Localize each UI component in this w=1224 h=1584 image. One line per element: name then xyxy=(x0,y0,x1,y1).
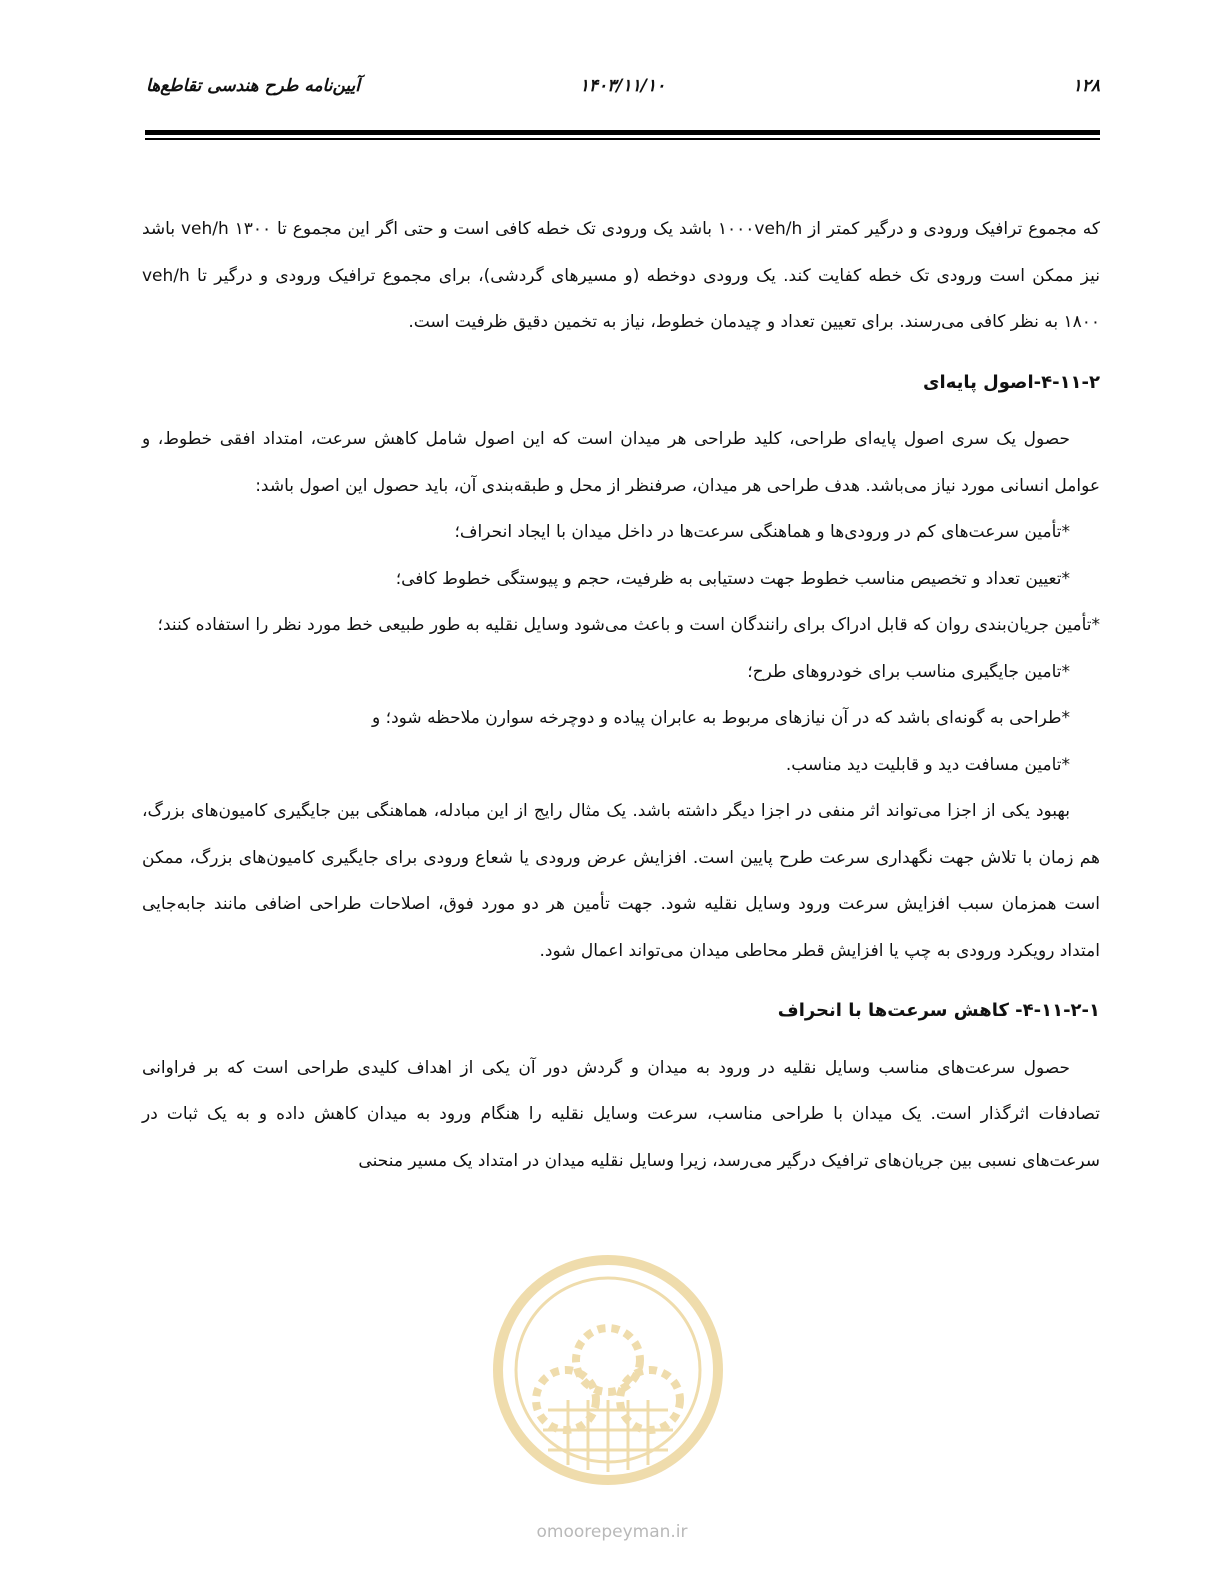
header-rule-thick xyxy=(145,130,1100,135)
section-heading-4-11-2-1: ۴-۱۱-۲-۱- کاهش سرعت‌ها با انحراف xyxy=(777,1000,1100,1021)
paragraph-1: که مجموع ترافیک ورودی و درگیر کمتر از ۱۰۰۰veh/h باشد یک ورودی تک خطه کافی است و حتی اگر این مجموع تا veh/h ۱۳۰۰ باشد نیز ممکن است ورودی تک خطه کفایت کند. یک ورودی دوخطه (و مسیرهای گردشی)، برای مجموع ترافیک ورودی و درگیر تا veh/h ۱۸۰۰ به نظر کافی می‌رسند. برای تعیین تعداد و چیدمان خطوط، نیاز به تخمین دقیق ظرفیت است. xyxy=(142,219,1100,332)
page-number: ۱۲۸ xyxy=(1072,76,1100,96)
header-title: آیین‌نامه طرح هندسی تقاطع‌ها xyxy=(146,76,360,96)
paragraph-4: حصول سرعت‌های مناسب وسایل نقلیه در ورود به میدان و گردش دور آن یکی از اهداف کلیدی طراحی است که بر فراوانی تصادفات اثرگذار است. یک میدان با طراحی مناسب، سرعت وسایل نقلیه را هنگام ورود به میدان کاهش داده و به یک ثبات در سرعت‌های نسبی بین جریان‌های ترافیک درگیر می‌رسد، زیرا وسایل نقلیه میدان در امتداد یک مسیر منحنی xyxy=(142,1057,1100,1171)
bullet-item: *تامین مسافت دید و قابلیت دید مناسب. xyxy=(785,754,1070,775)
bullet-item: *تأمین جریان‌بندی روان که قابل ادراک برای رانندگان است و باعث می‌شود وسایل نقلیه به طور طبیعی خط مورد نظر را استفاده کنند؛ xyxy=(157,615,1100,635)
bullet-item: *طراحی به گونه‌ای باشد که در آن نیازهای مربوط به عابران پیاده و دوچرخه سوارن ملاحظه شود؛ و xyxy=(372,708,1070,728)
header-date: ۱۴۰۳/۱۱/۱۰ xyxy=(579,76,666,96)
bullet-item: *تأمین سرعت‌های کم در ورودی‌ها و هماهنگی سرعت‌ها در داخل میدان با ایجاد انحراف؛ xyxy=(454,522,1070,542)
paragraph-2: حصول یک سری اصول پایه‌ای طراحی، کلید طراحی هر میدان است که این اصول شامل کاهش سرعت، امتداد افقی خطوط، و عوامل انسانی مورد نیاز می‌باشد. هدف طراحی هر میدان، صرفنظر از محل و طبقه‌بندی آن، باید حصول این اصول باشد: xyxy=(142,429,1100,496)
bullet-item: *تعیین تعداد و تخصیص مناسب خطوط جهت دستیابی به ظرفیت، حجم و پیوستگی خطوط کافی؛ xyxy=(395,568,1070,589)
bullet-item: *تامین جایگیری مناسب برای خودروهای طرح؛ xyxy=(747,661,1070,682)
page-header xyxy=(145,70,1100,104)
section-heading-4-11-2: ۴-۱۱-۲-اصول پایه‌ای xyxy=(923,371,1100,393)
header-rule-thin xyxy=(145,138,1100,140)
seal-icon xyxy=(488,1250,728,1500)
watermark-url: omoorepeyman.ir xyxy=(536,1522,688,1542)
watermark-logo xyxy=(488,1250,728,1500)
document-body xyxy=(142,206,1100,1184)
paragraph-3: بهبود یکی از اجزا می‌تواند اثر منفی در اجزا دیگر داشته باشد. یک مثال رایج از این مبادله، هماهنگی بین جایگیری کامیون‌های بزرگ، هم زمان با تلاش جهت نگهداری سرعت طرح پایین است. افزایش عرض ورودی یا شعاع ورودی برای جایگیری کامیون‌های بزرگ، ممکن است همزمان سبب افزایش سرعت ورود وسایل نقلیه شود. جهت تأمین هر دو مورد فوق، اصلاحات طراحی اضافی مانند جابه‌جایی امتداد رویکرد ورودی به چپ یا افزایش قطر محاطی میدان می‌تواند اعمال شود. xyxy=(142,801,1100,961)
